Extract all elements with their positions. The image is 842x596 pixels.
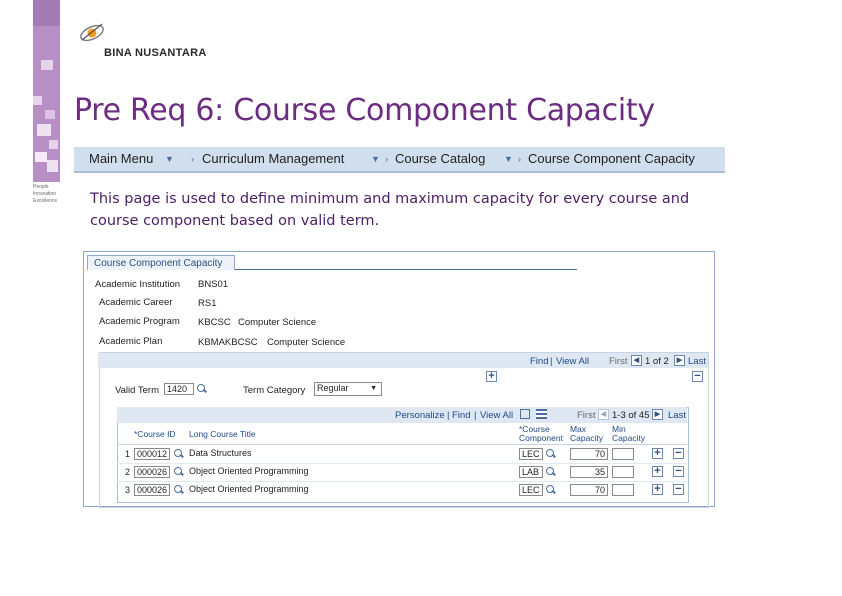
col-component-line1[interactable]: *Course [519, 424, 550, 434]
lookup-icon[interactable] [174, 485, 183, 494]
col-min-line1[interactable]: Min [612, 424, 626, 434]
logo-text: BINA NUSANTARA [104, 47, 207, 59]
tagline-line: Excellence [33, 198, 58, 204]
dropdown-arrow-icon: ▼ [370, 385, 377, 392]
col-course-id[interactable]: *Course ID [134, 429, 176, 439]
col-long-title[interactable]: Long Course Title [189, 429, 256, 439]
delete-row-icon[interactable]: − [673, 448, 684, 459]
chevron-down-icon: ▼ [371, 154, 380, 164]
header-divider [117, 444, 687, 445]
chevron-down-icon: ▼ [504, 154, 513, 164]
chevron-right-icon: › [385, 154, 388, 164]
breadcrumb-current[interactable]: Course Component Capacity [528, 151, 695, 166]
breadcrumb-main-menu[interactable]: Main Menu [89, 151, 154, 166]
component-input[interactable]: LEC [519, 484, 543, 496]
breadcrumb-curriculum[interactable]: Curriculum Management [202, 151, 345, 166]
separator: | [550, 356, 553, 367]
chevron-right-icon: › [518, 154, 521, 164]
col-min-line2[interactable]: Capacity [612, 433, 646, 443]
lookup-icon[interactable] [174, 449, 183, 458]
tab-underline [235, 269, 577, 270]
personalize-link[interactable]: Personalize [395, 410, 445, 421]
breadcrumb-course-catalog[interactable]: Course Catalog [395, 151, 486, 166]
course-title: Object Oriented Programming [189, 466, 309, 476]
field-value: KBMAKBCSC [198, 337, 258, 348]
max-capacity-input[interactable]: 70 [570, 448, 608, 460]
field-label: Academic Career [99, 297, 173, 308]
min-capacity-input[interactable] [612, 484, 634, 496]
lookup-icon[interactable] [546, 467, 555, 476]
delete-row-icon[interactable]: − [692, 371, 703, 382]
separator: | [474, 410, 477, 421]
tab-course-component-capacity[interactable]: Course Component Capacity [87, 255, 235, 270]
delete-row-icon[interactable]: − [673, 484, 684, 495]
field-value: RS1 [198, 298, 217, 309]
course-id-input[interactable]: 000026 [134, 484, 170, 496]
course-title: Object Oriented Programming [189, 484, 309, 494]
field-label: Academic Plan [99, 336, 163, 347]
term-category-select[interactable] [314, 382, 382, 396]
grid-range: 1-3 of 45 [612, 410, 650, 421]
row-divider [117, 481, 687, 482]
grid-download-icon[interactable] [536, 409, 547, 419]
grid-view-all-link[interactable]: View All [480, 410, 514, 421]
row-number: 3 [124, 485, 130, 495]
grid-first-label: First [577, 410, 596, 421]
term-category-value: Regular [317, 383, 349, 393]
course-id-input[interactable]: 000026 [134, 466, 170, 478]
tagline-line: Innovation [33, 191, 57, 197]
grid-next-icon[interactable]: ▶ [652, 409, 663, 420]
lookup-icon[interactable] [197, 384, 206, 393]
min-capacity-input[interactable] [612, 466, 634, 478]
max-capacity-input[interactable]: 70 [570, 484, 608, 496]
lookup-icon[interactable] [546, 485, 555, 494]
add-row-icon[interactable]: + [652, 484, 663, 495]
breadcrumb [74, 147, 725, 173]
add-row-icon[interactable]: + [652, 466, 663, 477]
component-input[interactable]: LAB [519, 466, 543, 478]
course-id-input[interactable]: 000012 [134, 448, 170, 460]
lookup-icon[interactable] [174, 467, 183, 476]
new-window-icon[interactable] [520, 409, 530, 419]
prev-icon[interactable]: ◀ [631, 355, 642, 366]
lookup-icon[interactable] [546, 449, 555, 458]
add-row-icon[interactable]: + [486, 371, 497, 382]
row-divider [117, 463, 687, 464]
term-category-label: Term Category [243, 385, 306, 396]
row-number: 1 [124, 449, 130, 459]
binus-logo-icon [78, 18, 104, 44]
find-link[interactable]: Find [530, 356, 549, 367]
field-value: KBCSC [198, 317, 231, 328]
grid-find-link[interactable]: Find [452, 410, 471, 421]
add-row-icon[interactable]: + [652, 448, 663, 459]
field-label: Academic Program [99, 316, 180, 327]
slide-title: Pre Req 6: Course Component Capacity [74, 93, 655, 128]
grid-last-link[interactable]: Last [668, 410, 686, 421]
page-indicator: 1 of 2 [645, 356, 669, 367]
component-input[interactable]: LEC [519, 448, 543, 460]
max-capacity-input[interactable]: 35 [570, 466, 608, 478]
field-value: BNS01 [198, 279, 229, 290]
slide-description: This page is used to define minimum and maximum capacity for every course and course component based on valid term. [90, 191, 690, 229]
view-all-link[interactable]: View All [556, 356, 590, 367]
min-capacity-input[interactable] [612, 448, 634, 460]
tagline [33, 184, 57, 205]
field-desc: Computer Science [238, 317, 317, 328]
col-max-line1[interactable]: Max [570, 424, 587, 434]
last-link[interactable]: Last [688, 356, 706, 367]
grid-prev-icon[interactable]: ◀ [598, 409, 609, 420]
first-label: First [609, 356, 628, 367]
col-max-line2[interactable]: Capacity [570, 433, 604, 443]
separator: | [447, 410, 450, 421]
tagline-line: People [33, 184, 49, 190]
col-component-line2[interactable]: Component [519, 433, 563, 443]
decorative-strip [33, 0, 60, 182]
next-icon[interactable]: ▶ [674, 355, 685, 366]
field-label: Academic Institution [95, 279, 181, 290]
row-number: 2 [124, 467, 130, 477]
valid-term-input[interactable]: 1420 [164, 383, 194, 395]
chevron-right-icon: › [191, 154, 194, 164]
valid-term-label: Valid Term [115, 385, 159, 396]
field-desc: Computer Science [267, 337, 346, 348]
course-title: Data Structures [189, 448, 252, 458]
chevron-down-icon: ▼ [165, 154, 174, 164]
delete-row-icon[interactable]: − [673, 466, 684, 477]
